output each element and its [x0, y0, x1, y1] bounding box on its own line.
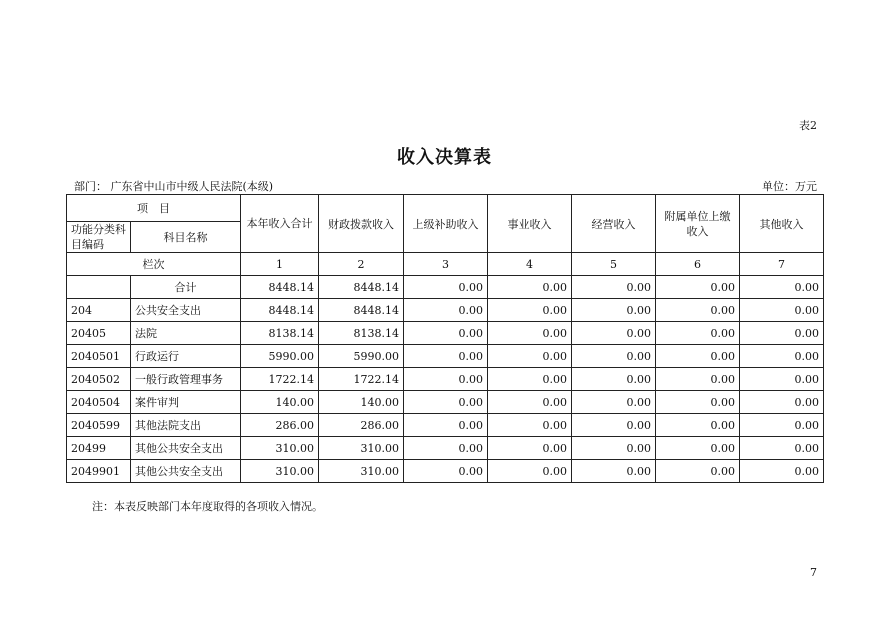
subject-name: 其他法院支出: [131, 414, 241, 437]
table-row: [67, 299, 824, 322]
amount-cell: 310.00: [319, 460, 404, 483]
amount-cell: 0.00: [572, 391, 656, 414]
subject-code: 2040502: [67, 368, 131, 391]
col-number: 3: [404, 253, 488, 276]
subject-name: 其他公共安全支出: [131, 437, 241, 460]
total-header: 本年收入合计: [241, 195, 319, 253]
amount-cell: 0.00: [404, 460, 488, 483]
amount-cell: 310.00: [319, 437, 404, 460]
subject-name: 一般行政管理事务: [131, 368, 241, 391]
code-header: 功能分类科目编码: [67, 222, 131, 253]
subject-name: 法院: [131, 322, 241, 345]
amount-cell: 0.00: [488, 345, 572, 368]
table-row: [67, 391, 824, 414]
amount-cell: 0.00: [740, 322, 824, 345]
col-number: 5: [572, 253, 656, 276]
subject-code: 2049901: [67, 460, 131, 483]
subject-code: 2040599: [67, 414, 131, 437]
amount-cell: 0.00: [740, 368, 824, 391]
amount-cell: 0.00: [404, 391, 488, 414]
amount-cell: 310.00: [241, 437, 319, 460]
subject-code: 20405: [67, 322, 131, 345]
amount-cell: 0.00: [488, 414, 572, 437]
amount-cell: 8448.14: [319, 299, 404, 322]
amount-cell: 0.00: [404, 368, 488, 391]
fiscal-header: 财政拨款收入: [319, 195, 404, 253]
total-value: 8448.14: [241, 276, 319, 299]
amount-cell: 0.00: [488, 391, 572, 414]
row-index-label: 栏次: [67, 253, 241, 276]
subject-name: 公共安全支出: [131, 299, 241, 322]
subject-code: 20499: [67, 437, 131, 460]
total-value: 0.00: [488, 276, 572, 299]
amount-cell: 1722.14: [319, 368, 404, 391]
col-number: 6: [656, 253, 740, 276]
amount-cell: 0.00: [404, 299, 488, 322]
table-row: [67, 368, 824, 391]
amount-cell: 0.00: [572, 460, 656, 483]
table-row: [67, 437, 824, 460]
unit-label: 单位：万元: [762, 180, 817, 193]
amount-cell: 0.00: [488, 368, 572, 391]
table-row: [67, 414, 824, 437]
col-number: 7: [740, 253, 824, 276]
amount-cell: 0.00: [572, 345, 656, 368]
amount-cell: 0.00: [572, 299, 656, 322]
amount-cell: 0.00: [572, 368, 656, 391]
total-row: [67, 276, 824, 299]
subject-code: 2040504: [67, 391, 131, 414]
table-number: 表2: [799, 119, 817, 132]
amount-cell: 310.00: [241, 460, 319, 483]
total-value: 0.00: [404, 276, 488, 299]
amount-cell: 0.00: [740, 437, 824, 460]
income-table: [66, 194, 824, 483]
amount-cell: 0.00: [740, 391, 824, 414]
total-code-cell: [67, 276, 131, 299]
amount-cell: 140.00: [241, 391, 319, 414]
amount-cell: 0.00: [488, 299, 572, 322]
amount-cell: 0.00: [656, 322, 740, 345]
subject-name: 案件审判: [131, 391, 241, 414]
col-number: 2: [319, 253, 404, 276]
total-value: 0.00: [656, 276, 740, 299]
total-label: 合计: [131, 276, 241, 299]
subject-name: 其他公共安全支出: [131, 460, 241, 483]
table-row: [67, 345, 824, 368]
business-header: 事业收入: [488, 195, 572, 253]
col-number: 1: [241, 253, 319, 276]
operating-header: 经营收入: [572, 195, 656, 253]
amount-cell: 0.00: [740, 345, 824, 368]
subject-code: 204: [67, 299, 131, 322]
column-index-row: [67, 253, 824, 276]
table-row: [67, 322, 824, 345]
affiliated-header: 附属单位上缴收入: [656, 195, 740, 253]
amount-cell: 140.00: [319, 391, 404, 414]
footnote: 注：本表反映部门本年度取得的各项收入情况。: [92, 500, 323, 513]
amount-cell: 0.00: [656, 368, 740, 391]
table-row: [67, 460, 824, 483]
total-value: 0.00: [572, 276, 656, 299]
page-title: 收入决算表: [397, 147, 492, 168]
col-number: 4: [488, 253, 572, 276]
amount-cell: 0.00: [572, 437, 656, 460]
amount-cell: 0.00: [656, 345, 740, 368]
amount-cell: 0.00: [404, 322, 488, 345]
amount-cell: 0.00: [488, 322, 572, 345]
amount-cell: 0.00: [656, 299, 740, 322]
total-value: 0.00: [740, 276, 824, 299]
department-line: [74, 178, 273, 194]
page-number: 7: [810, 566, 817, 579]
amount-cell: 0.00: [404, 437, 488, 460]
amount-cell: 0.00: [740, 299, 824, 322]
amount-cell: 0.00: [488, 460, 572, 483]
amount-cell: 1722.14: [241, 368, 319, 391]
amount-cell: 0.00: [572, 414, 656, 437]
total-value: 8448.14: [319, 276, 404, 299]
item-header: 项 目: [67, 195, 241, 222]
amount-cell: 5990.00: [241, 345, 319, 368]
subject-code: 2040501: [67, 345, 131, 368]
amount-cell: 0.00: [404, 345, 488, 368]
amount-cell: 8448.14: [241, 299, 319, 322]
department-label: 部门：: [74, 180, 107, 193]
amount-cell: 8138.14: [241, 322, 319, 345]
subject-name: 行政运行: [131, 345, 241, 368]
amount-cell: 286.00: [319, 414, 404, 437]
superior-header: 上级补助收入: [404, 195, 488, 253]
amount-cell: 286.00: [241, 414, 319, 437]
amount-cell: 0.00: [488, 437, 572, 460]
amount-cell: 5990.00: [319, 345, 404, 368]
amount-cell: 0.00: [656, 391, 740, 414]
department-name: 广东省中山市中级人民法院(本级): [110, 180, 274, 193]
header-row-1: [67, 195, 824, 222]
amount-cell: 0.00: [404, 414, 488, 437]
other-header: 其他收入: [740, 195, 824, 253]
amount-cell: 0.00: [656, 437, 740, 460]
amount-cell: 0.00: [740, 414, 824, 437]
amount-cell: 8138.14: [319, 322, 404, 345]
amount-cell: 0.00: [572, 322, 656, 345]
amount-cell: 0.00: [740, 460, 824, 483]
amount-cell: 0.00: [656, 460, 740, 483]
amount-cell: 0.00: [656, 414, 740, 437]
name-header: 科目名称: [131, 222, 241, 253]
